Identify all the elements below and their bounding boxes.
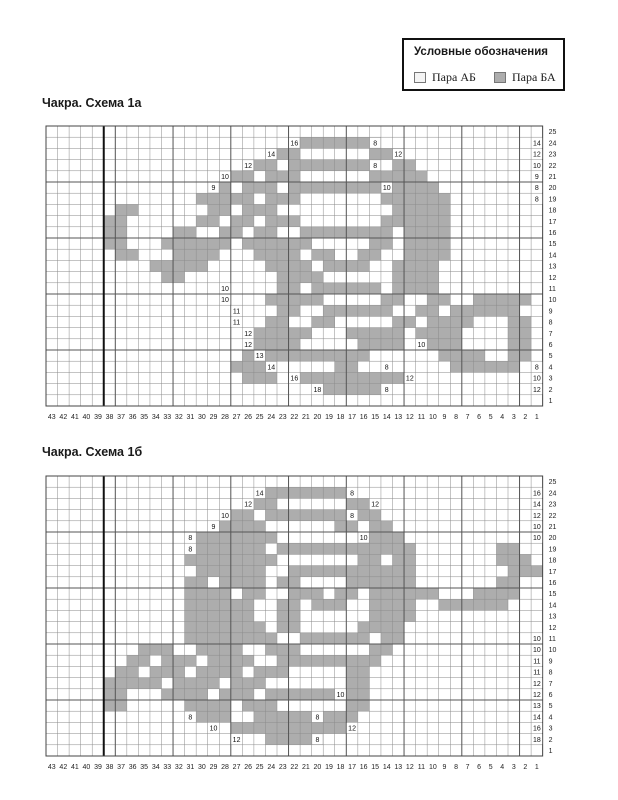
row-number-label: 24 [548,490,557,498]
row-number-label: 12 [548,274,557,282]
stitch-count-label: 12 [244,330,253,338]
row-number-label: 21 [548,174,557,181]
column-number-label: 31 [186,414,195,421]
column-number-label: 34 [151,764,160,771]
shaded-run [162,655,197,666]
shaded-run [265,294,300,305]
stitch-count-label: 16 [532,490,541,498]
column-number-label: 17 [348,414,356,421]
row-number-label: 21 [548,524,557,531]
stitch-count-label: 12 [532,151,541,159]
row-number-label: 10 [548,297,557,305]
column-number-label: 2 [523,414,528,421]
column-number-label: 13 [394,764,403,771]
shaded-run [473,294,531,305]
legend-title: Условные обозначения [414,46,549,58]
row-number-label: 3 [548,375,553,383]
column-number-label: 27 [232,414,241,421]
column-number-label: 25 [255,414,264,421]
row-number-label: 10 [548,647,557,655]
column-number-label: 22 [290,764,299,771]
stitch-count-label: 8 [373,140,378,148]
column-number-label: 40 [82,414,91,421]
column-number-label: 19 [325,414,333,421]
column-number-label: 43 [47,764,56,771]
column-number-label: 5 [488,414,493,421]
stitch-count-label: 10 [532,162,541,170]
column-number-label: 30 [198,764,206,771]
row-number-label: 20 [548,535,557,543]
column-number-label: 21 [301,414,310,421]
stitch-count-label: 16 [532,725,541,733]
stitch-count-label: 12 [394,151,403,159]
column-number-label: 7 [465,414,470,421]
legend-item-para-ba [494,70,556,85]
stitch-count-label: 10 [209,725,218,733]
column-number-label: 16 [359,764,368,771]
shaded-run [265,171,300,182]
stitch-count-label: 10 [221,174,229,181]
shaded-run [496,554,531,565]
column-number-label: 19 [325,764,333,771]
shaded-run [196,532,231,543]
shaded-run [138,644,173,655]
stitch-count-label: 11 [232,308,241,316]
column-number-label: 41 [70,414,79,421]
stitch-count-label: 12 [244,162,253,170]
column-number-label: 9 [442,414,447,421]
column-number-label: 32 [174,764,183,771]
stitch-count-label: 12 [405,375,414,383]
shaded-run [254,711,312,722]
legend-item-para-ab [414,70,476,85]
shaded-run [289,566,370,577]
stitch-count-label: 16 [290,140,299,148]
column-number-label: 13 [394,414,403,421]
column-number-label: 37 [117,414,125,421]
shaded-run [277,655,358,666]
stitch-count-label: 12 [532,692,541,699]
column-number-label: 24 [267,764,276,771]
column-number-label: 16 [359,414,368,421]
stitch-count-label: 10 [532,636,541,643]
row-number-label: 9 [548,308,553,316]
row-number-label: 2 [548,736,553,744]
row-number-label: 17 [548,218,557,226]
row-number-label: 5 [548,703,553,711]
row-number-label: 19 [548,546,557,554]
stitch-count-label: 13 [255,353,264,361]
shaded-run [265,510,346,521]
stitch-count-label: 10 [417,342,426,349]
stitch-count-label: 9 [211,185,216,193]
column-number-label: 35 [140,414,149,421]
row-number-label: 4 [548,714,553,722]
stitch-count-label: 12 [532,386,541,394]
shaded-run [196,711,231,722]
column-number-label: 21 [301,764,310,771]
stitch-count-label: 8 [534,185,539,193]
column-number-label: 14 [382,414,391,421]
shaded-run [127,678,162,689]
stitch-count-label: 10 [382,185,391,193]
row-number-label: 24 [548,140,557,148]
stitch-count-label: 11 [533,669,541,677]
knitting-chart-1a [0,118,618,428]
column-number-label: 24 [267,414,276,421]
stitch-count-label: 8 [350,490,355,498]
shaded-run [369,171,404,182]
chart-title-1a: Чакра. Схема 1а [42,96,142,110]
row-number-label: 1 [548,748,553,755]
row-number-label: 15 [548,241,557,249]
column-number-label: 20 [313,764,322,771]
row-number-label: 9 [548,658,553,666]
row-number-label: 18 [548,557,557,565]
row-number-label: 8 [548,669,553,677]
shaded-run [231,678,266,689]
column-number-label: 40 [82,764,91,771]
stitch-count-label: 16 [290,375,299,383]
shaded-run [323,711,358,722]
legend-box [402,38,565,91]
stitch-count-label: 18 [532,736,541,744]
row-number-label: 5 [548,353,553,361]
column-number-label: 12 [405,764,414,771]
column-number-label: 30 [198,414,206,421]
row-number-label: 25 [548,129,557,137]
column-number-label: 4 [500,414,505,421]
shaded-run [323,384,381,395]
stitch-count-label: 8 [315,736,320,744]
shaded-run [265,487,346,498]
column-number-label: 15 [371,414,380,421]
column-number-label: 18 [336,764,345,771]
stitch-count-label: 11 [533,658,541,666]
stitch-count-label: 14 [255,490,264,498]
column-number-label: 10 [429,414,437,421]
stitch-count-label: 8 [534,196,539,204]
swatch-dark-icon [494,72,506,83]
shaded-run [346,328,404,339]
row-number-label: 18 [548,207,557,215]
row-number-label: 22 [548,162,557,170]
stitch-count-label: 10 [336,692,345,699]
shaded-run [289,588,324,599]
row-number-label: 11 [548,636,556,643]
column-number-label: 32 [174,414,183,421]
shaded-run [242,372,277,383]
column-number-label: 39 [94,414,102,421]
row-number-label: 17 [548,568,557,576]
column-number-label: 4 [500,764,505,771]
stitch-count-label: 12 [244,501,253,509]
column-number-label: 12 [405,414,414,421]
column-number-label: 38 [105,764,114,771]
row-number-label: 3 [548,725,553,733]
shaded-run [393,204,405,215]
row-number-label: 13 [548,613,557,621]
column-number-label: 3 [511,764,516,771]
column-number-label: 26 [244,414,253,421]
shaded-run [219,689,254,700]
stitch-count-label: 8 [315,714,320,722]
column-number-label: 8 [454,414,458,421]
column-number-label: 28 [221,764,229,771]
column-number-label: 6 [477,764,482,771]
stitch-count-label: 8 [350,512,355,520]
stitch-count-label: 8 [384,386,389,394]
column-number-label: 26 [244,764,253,771]
row-number-label: 1 [548,398,553,405]
column-number-label: 38 [105,414,114,421]
column-number-label: 42 [59,414,68,421]
stitch-count-label: 9 [534,174,539,181]
stitch-count-label: 12 [371,501,380,509]
column-number-label: 27 [232,764,241,771]
column-number-label: 42 [59,764,68,771]
shaded-run [219,193,254,204]
column-number-label: 15 [371,764,380,771]
row-number-label: 23 [548,151,557,159]
column-number-label: 29 [209,764,218,771]
shaded-run [427,339,462,350]
stitch-count-label: 12 [348,725,356,733]
row-number-label: 12 [548,624,557,632]
stitch-count-label: 8 [384,364,389,372]
row-number-label: 14 [548,602,557,610]
column-number-label: 20 [313,414,322,421]
row-number-label: 16 [548,580,557,587]
column-number-label: 29 [209,414,218,421]
column-number-label: 31 [186,764,195,771]
shaded-run [150,666,185,677]
stitch-count-label: 14 [532,140,541,148]
column-number-label: 25 [255,764,264,771]
stitch-count-label: 12 [532,512,541,520]
shaded-run [242,204,277,215]
row-number-label: 4 [548,364,553,372]
column-number-label: 11 [417,414,426,421]
column-number-label: 6 [477,414,482,421]
column-number-label: 33 [163,414,172,421]
shaded-run [265,216,300,227]
shaded-run [242,182,277,193]
stitch-count-label: 10 [532,524,541,531]
stitch-count-label: 10 [359,535,368,543]
stitch-count-label: 8 [373,162,378,170]
stitch-count-label: 8 [188,535,193,543]
legend-label-para-ab: Пара АБ [432,70,476,84]
row-number-label: 25 [548,479,557,487]
stitch-count-label: 14 [532,501,541,509]
row-number-label: 16 [548,230,557,237]
knitting-chart-1b [0,468,618,778]
column-number-label: 23 [278,414,287,421]
column-number-label: 41 [70,764,79,771]
row-number-label: 8 [548,319,553,327]
column-number-label: 43 [47,414,56,421]
row-number-label: 7 [548,680,553,688]
column-number-label: 17 [348,764,356,771]
column-number-label: 18 [336,414,345,421]
column-number-label: 2 [523,764,528,771]
column-number-label: 23 [278,764,287,771]
stitch-count-label: 14 [267,151,276,159]
stitch-count-label: 10 [532,535,541,543]
column-number-label: 3 [511,414,516,421]
stitch-count-label: 10 [532,647,541,655]
shaded-run [150,260,208,271]
column-number-label: 35 [140,764,149,771]
column-number-label: 37 [117,764,125,771]
stitch-count-label: 9 [211,524,216,531]
shaded-run [185,622,220,633]
shaded-run [254,666,289,677]
row-number-label: 22 [548,512,557,520]
column-number-label: 22 [290,414,299,421]
shaded-run [300,372,404,383]
column-number-label: 39 [94,764,102,771]
column-number-label: 36 [128,414,137,421]
column-number-label: 8 [454,764,458,771]
column-number-label: 14 [382,764,391,771]
row-number-label: 2 [548,386,553,394]
row-number-label: 7 [548,330,553,338]
column-number-label: 34 [151,414,160,421]
row-number-label: 20 [548,185,557,193]
stitch-count-label: 8 [188,714,193,722]
stitch-count-label: 14 [532,714,541,722]
chart-title-1b: Чакра. Схема 1б [42,445,143,459]
column-number-label: 9 [442,764,447,771]
stitch-count-label: 10 [532,375,541,383]
shaded-run [242,700,277,711]
column-number-label: 28 [221,414,229,421]
row-number-label: 19 [548,196,557,204]
row-number-label: 6 [548,692,553,699]
shaded-run [508,566,543,577]
column-number-label: 1 [534,764,539,771]
row-number-label: 13 [548,263,557,271]
stitch-count-label: 13 [532,703,541,711]
stitch-count-label: 12 [232,736,241,744]
swatch-light-icon [414,72,426,83]
row-number-label: 15 [548,591,557,599]
shaded-run [289,182,393,193]
stitch-count-label: 12 [532,680,541,688]
stitch-count-label: 8 [188,546,193,554]
column-number-label: 33 [163,764,172,771]
stitch-count-label: 10 [221,512,229,520]
stitch-count-label: 18 [313,386,322,394]
row-number-label: 11 [548,286,556,293]
stitch-count-label: 14 [267,364,276,372]
stitch-count-label: 10 [221,297,229,305]
legend-label-para-ba: Пара БА [512,70,556,84]
stitch-count-label: 8 [534,364,539,372]
shaded-run [254,328,289,339]
column-number-label: 11 [417,764,426,771]
stitch-count-label: 12 [244,342,253,349]
column-number-label: 1 [534,414,539,421]
row-number-label: 6 [548,342,553,349]
shaded-run [265,193,300,204]
stitch-count-label: 10 [221,286,229,293]
column-number-label: 5 [488,764,493,771]
row-number-label: 14 [548,252,557,260]
column-number-label: 7 [465,764,470,771]
row-number-label: 23 [548,501,557,509]
shaded-run [312,599,347,610]
column-number-label: 10 [429,764,437,771]
stitch-count-label: 11 [232,319,241,327]
shaded-run [265,644,300,655]
column-number-label: 36 [128,764,137,771]
